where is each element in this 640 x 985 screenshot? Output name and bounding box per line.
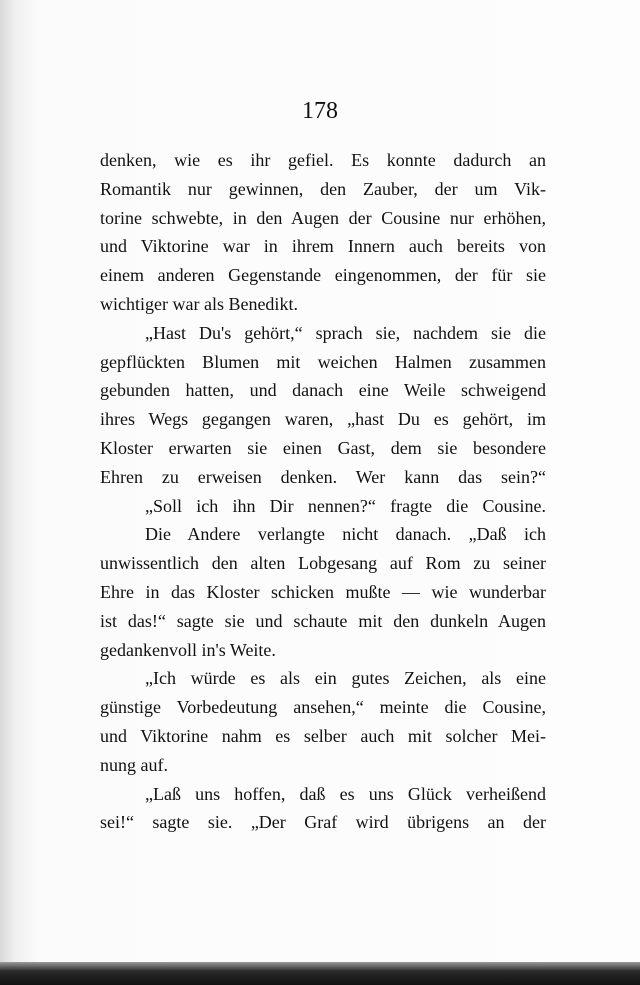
text-line: unwissentlich den alten Lobgesang auf Rom zu seiner xyxy=(100,553,546,574)
text-line: gebunden hatten, und danach eine Weile schweigend xyxy=(100,380,546,401)
text-line: Romantik nur gewinnen, den Zauber, der um Vik- xyxy=(100,178,546,199)
text-line: „Ich würde es als ein gutes Zeichen, als eine xyxy=(145,668,546,689)
text-line: ihres Wegs gegangen waren, „hast Du es gehört, im xyxy=(100,409,546,430)
text-line: günstige Vorbedeutung ansehen,“ meinte die Cousine, xyxy=(100,697,546,718)
page-number: 178 xyxy=(302,98,338,124)
text-line: gedankenvoll in's Weite. xyxy=(100,639,276,660)
text-line: einem anderen Gegenstande eingenommen, der für sie xyxy=(100,265,546,286)
text-line: nung auf. xyxy=(100,754,168,775)
text-line: wichtiger war als Benedikt. xyxy=(100,293,298,314)
text-line: Ehre in das Kloster schicken mußte — wie wunderbar xyxy=(100,581,546,602)
text-line: „Hast Du's gehört,“ sprach sie, nachdem sie die xyxy=(145,322,546,343)
text-line: sei!“ sagte sie. „Der Graf wird übrigens an der xyxy=(100,812,546,833)
text-line: Kloster erwarten sie einen Gast, dem sie besondere xyxy=(100,437,546,458)
text-line: „Soll ich ihn Dir nennen?“ fragte die Cousine. xyxy=(145,495,546,516)
text-line: „Laß uns hoffen, daß es uns Glück verheißend xyxy=(145,783,546,804)
text-line: ist das!“ sagte sie und schaute mit den dunkeln Augen xyxy=(100,610,546,631)
text-line: Ehren zu erweisen denken. Wer kann das sein?“ xyxy=(100,466,546,487)
text-line: denken, wie es ihr gefiel. Es konnte dadurch an xyxy=(100,150,546,170)
body-text xyxy=(100,146,546,837)
text-line: und Viktorine nahm es selber auch mit solcher Mei- xyxy=(100,725,546,746)
page-bottom-edge xyxy=(0,962,640,985)
text-line: und Viktorine war in ihrem Innern auch bereits von xyxy=(100,236,546,257)
text-line: gepflückten Blumen mit weichen Halmen zusammen xyxy=(100,351,546,372)
text-line: torine schwebte, in den Augen der Cousine nur erhöhen, xyxy=(100,207,546,228)
text-line: Die Andere verlangte nicht danach. „Daß ich xyxy=(145,524,546,545)
